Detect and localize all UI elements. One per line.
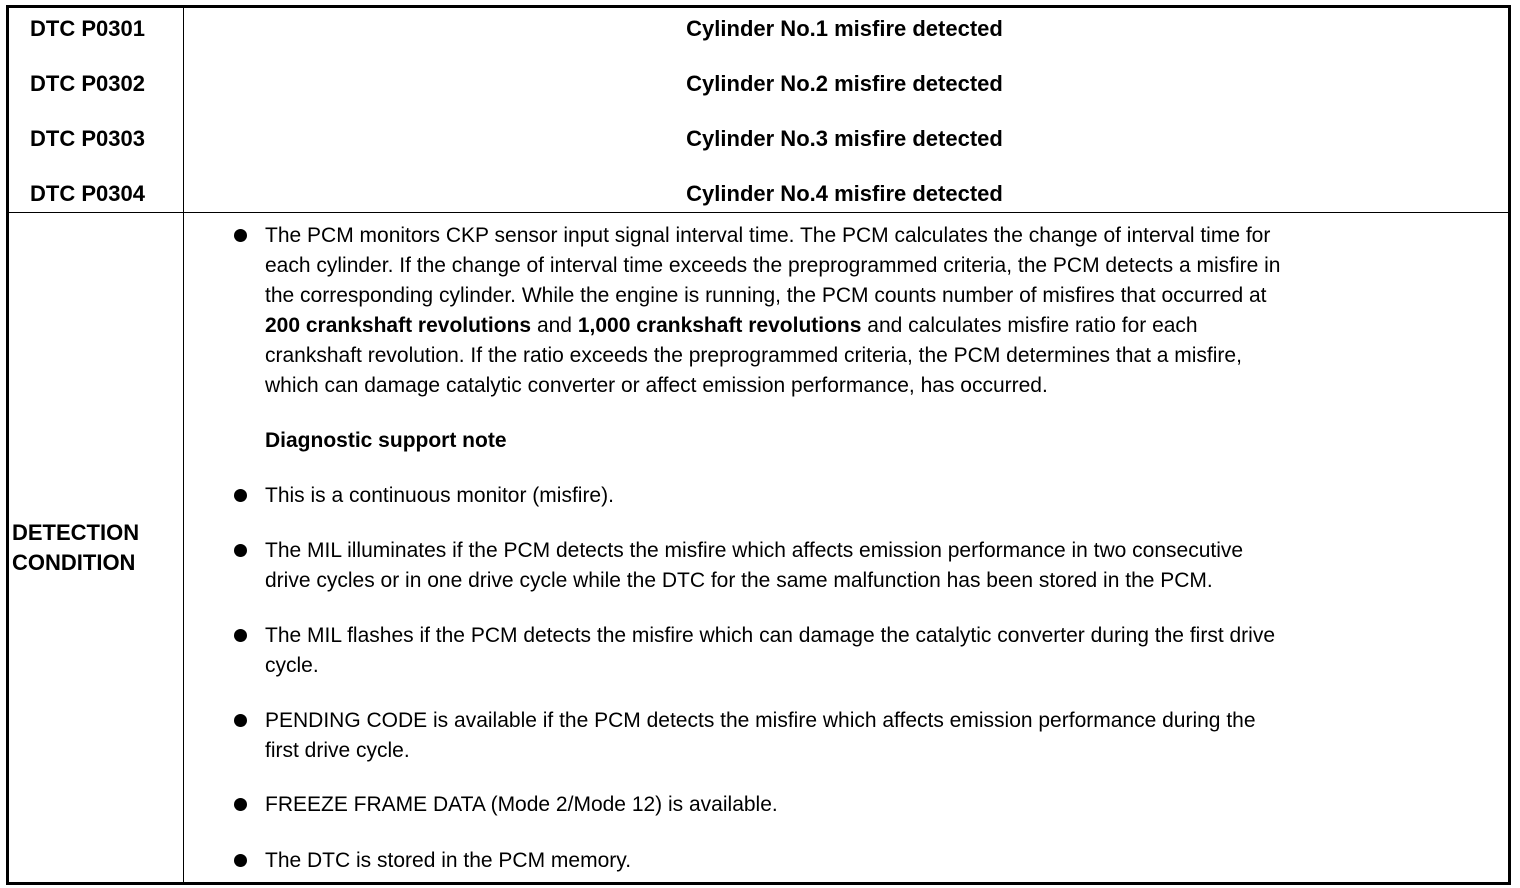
bullet-icon <box>234 489 247 502</box>
bullet-icon <box>234 714 247 727</box>
dtc-code-p0301: DTC P0301 <box>30 16 145 41</box>
note-line: FREEZE FRAME DATA (Mode 2/Mode 12) is available. <box>265 793 778 816</box>
bullet-icon <box>234 229 247 242</box>
dtc-code-p0302: DTC P0302 <box>30 71 145 96</box>
dtc-code-p0304: DTC P0304 <box>30 181 145 206</box>
label-line: DETECTION <box>12 520 140 545</box>
bold-text: 200 crankshaft revolutions <box>265 314 532 337</box>
dtc-code-p0303: DTC P0303 <box>30 126 145 151</box>
bold-text: 1,000 crankshaft revolutions <box>577 314 862 337</box>
label-line: CONDITION <box>12 550 136 575</box>
dtc-description-p0304: Cylinder No.4 misfire detected <box>686 181 1003 206</box>
dtc-description-p0303: Cylinder No.3 misfire detected <box>686 126 1003 151</box>
row-divider <box>6 212 1508 213</box>
support-note-heading: Diagnostic support note <box>265 429 507 452</box>
note-item <box>265 846 1485 876</box>
note-item <box>265 536 1485 596</box>
note-line: This is a continuous monitor (misfire). <box>265 484 614 507</box>
note-item <box>265 481 1485 511</box>
paragraph-line: each cylinder. If the change of interval time exceeds the preprogrammed criteria, the PCM detects a misfire in <box>265 254 1281 277</box>
note-line: cycle. <box>265 654 319 677</box>
bullet-icon <box>234 544 247 557</box>
bullet-icon <box>234 629 247 642</box>
paragraph-line <box>265 311 1485 341</box>
note-line: drive cycles or in one drive cycle while the DTC for the same malfunction has been stored in the PCM. <box>265 569 1213 592</box>
text: and calculates misfire ratio for each <box>861 314 1198 337</box>
bullet-icon <box>234 798 247 811</box>
paragraph-line: crankshaft revolution. If the ratio exceeds the preprogrammed criteria, the PCM determines that a misfire, <box>265 344 1242 367</box>
detection-condition-label <box>12 518 139 578</box>
note-item <box>265 621 1485 681</box>
note-item <box>265 706 1485 766</box>
note-item <box>265 790 1485 820</box>
paragraph-line: which can damage catalytic converter or affect emission performance, has occurred. <box>265 374 1048 397</box>
paragraph-line: the corresponding cylinder. While the engine is running, the PCM counts number of misfires that occurred at <box>265 284 1267 307</box>
bullet-icon <box>234 854 247 867</box>
text: and <box>531 314 578 337</box>
detection-main-paragraph <box>265 221 1485 401</box>
note-line: The MIL illuminates if the PCM detects the misfire which affects emission performance in two consecutive <box>265 539 1244 562</box>
note-line: The MIL flashes if the PCM detects the misfire which can damage the catalytic converter during the first drive <box>265 624 1275 647</box>
note-line: PENDING CODE is available if the PCM detects the misfire which affects emission performance during the <box>265 709 1256 732</box>
note-line: The DTC is stored in the PCM memory. <box>265 849 632 872</box>
note-line: first drive cycle. <box>265 739 410 762</box>
paragraph-line: The PCM monitors CKP sensor input signal interval time. The PCM calculates the change of interval time for <box>265 224 1271 247</box>
dtc-description-p0302: Cylinder No.2 misfire detected <box>686 71 1003 96</box>
dtc-description-p0301: Cylinder No.1 misfire detected <box>686 16 1003 41</box>
